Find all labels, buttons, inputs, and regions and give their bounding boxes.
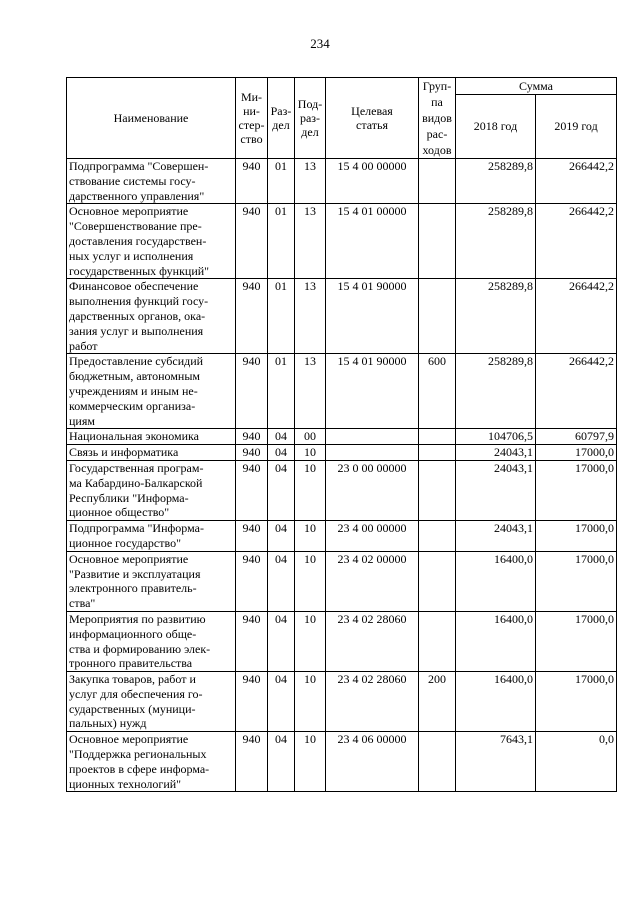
cell-ministry: 940 bbox=[236, 279, 268, 354]
cell-ministry: 940 bbox=[236, 672, 268, 732]
cell-ministry: 940 bbox=[236, 732, 268, 792]
cell-section: 01 bbox=[268, 204, 295, 279]
row-name-line: дарственного управления" bbox=[69, 188, 205, 203]
cell-subsection: 10 bbox=[295, 611, 326, 671]
row-name-line: циям bbox=[69, 413, 95, 428]
cell-subsection: 00 bbox=[295, 429, 326, 445]
row-name-line: работ bbox=[69, 338, 98, 353]
header-section-line: Раз- bbox=[270, 104, 292, 118]
cell-ministry: 940 bbox=[236, 159, 268, 204]
cell-group bbox=[419, 460, 456, 520]
row-name-line: ма Кабардино-Балкарской bbox=[69, 475, 203, 490]
cell-subsection: 13 bbox=[295, 159, 326, 204]
cell-2019: 17000,0 bbox=[536, 611, 617, 671]
row-name-line: ционное общество" bbox=[69, 505, 170, 520]
row-name-line: тронного правительства bbox=[69, 656, 193, 671]
row-name-line: Республики "Информа- bbox=[69, 490, 189, 505]
header-group-line: рас- bbox=[426, 127, 448, 141]
cell-subsection: 10 bbox=[295, 672, 326, 732]
cell-section: 04 bbox=[268, 445, 295, 461]
cell-ministry: 940 bbox=[236, 521, 268, 552]
cell-group bbox=[419, 279, 456, 354]
header-target bbox=[326, 78, 419, 159]
cell-section: 04 bbox=[268, 672, 295, 732]
header-subsection-line: дел bbox=[301, 125, 319, 139]
row-name bbox=[67, 672, 236, 732]
cell-2019: 17000,0 bbox=[536, 460, 617, 520]
row-name-line: дарственных органов, ока- bbox=[69, 308, 206, 323]
row-name-line: "Совершенствование пре- bbox=[69, 219, 202, 234]
row-name-line: Связь и информатика bbox=[69, 445, 179, 460]
header-target-line: Целевая bbox=[351, 104, 393, 118]
row-name-line: коммерческим организа- bbox=[69, 398, 196, 413]
cell-group: 200 bbox=[419, 672, 456, 732]
header-target-line: статья bbox=[356, 118, 388, 132]
header-section-line: дел bbox=[272, 118, 290, 132]
cell-section: 04 bbox=[268, 611, 295, 671]
cell-2019: 17000,0 bbox=[536, 445, 617, 461]
row-name-line: услуг для обеспечения го- bbox=[69, 686, 203, 701]
row-name-line: "Поддержка региональных bbox=[69, 747, 207, 762]
cell-target: 23 4 02 00000 bbox=[326, 551, 419, 611]
cell-2018: 16400,0 bbox=[456, 611, 536, 671]
row-name-line: ционных технологий" bbox=[69, 776, 182, 791]
cell-2019: 17000,0 bbox=[536, 672, 617, 732]
row-name bbox=[67, 159, 236, 204]
header-row bbox=[67, 78, 617, 95]
cell-ministry: 940 bbox=[236, 354, 268, 429]
row-name-line: выполнения функций госу- bbox=[69, 294, 209, 309]
row-name-line: государственных функций" bbox=[69, 263, 210, 278]
header-name: Наименование bbox=[67, 78, 236, 159]
row-name-line: Основное мероприятие bbox=[69, 551, 189, 566]
cell-group bbox=[419, 445, 456, 461]
header-ministry bbox=[236, 78, 268, 159]
cell-target: 15 4 01 00000 bbox=[326, 204, 419, 279]
row-name-line: учреждениям и иным не- bbox=[69, 383, 198, 398]
header-subsection bbox=[295, 78, 326, 159]
header-ministry-line: ни- bbox=[243, 104, 260, 118]
cell-2019: 266442,2 bbox=[536, 279, 617, 354]
cell-2019: 60797,9 bbox=[536, 429, 617, 445]
table-row bbox=[67, 445, 617, 461]
row-name-line: Закупка товаров, работ и bbox=[69, 672, 196, 687]
row-name-line: Национальная экономика bbox=[69, 429, 199, 444]
header-group-line: Груп- bbox=[422, 79, 452, 93]
cell-target: 15 4 01 90000 bbox=[326, 354, 419, 429]
cell-target bbox=[326, 429, 419, 445]
cell-2018: 24043,1 bbox=[456, 521, 536, 552]
cell-group bbox=[419, 611, 456, 671]
row-name bbox=[67, 204, 236, 279]
table-row bbox=[67, 732, 617, 792]
cell-subsection: 10 bbox=[295, 521, 326, 552]
cell-target: 23 4 06 00000 bbox=[326, 732, 419, 792]
row-name bbox=[67, 521, 236, 552]
table-row bbox=[67, 551, 617, 611]
row-name-line: проектов в сфере информа- bbox=[69, 761, 210, 776]
header-ministry-line: стер- bbox=[238, 118, 265, 132]
cell-group bbox=[419, 204, 456, 279]
cell-target: 15 4 00 00000 bbox=[326, 159, 419, 204]
row-name bbox=[67, 551, 236, 611]
cell-ministry: 940 bbox=[236, 611, 268, 671]
table-body bbox=[67, 159, 617, 792]
cell-ministry: 940 bbox=[236, 429, 268, 445]
cell-target: 23 4 02 28060 bbox=[326, 611, 419, 671]
cell-section: 01 bbox=[268, 354, 295, 429]
cell-subsection: 10 bbox=[295, 445, 326, 461]
cell-target: 15 4 01 90000 bbox=[326, 279, 419, 354]
budget-table bbox=[66, 77, 617, 792]
row-name-line: зания услуг и выполнения bbox=[69, 323, 204, 338]
row-name-line: ства и формированию элек- bbox=[69, 641, 211, 656]
cell-target: 23 4 00 00000 bbox=[326, 521, 419, 552]
cell-2018: 7643,1 bbox=[456, 732, 536, 792]
header-ministry-line: Ми- bbox=[240, 90, 263, 104]
cell-2018: 258289,8 bbox=[456, 159, 536, 204]
cell-subsection: 13 bbox=[295, 354, 326, 429]
header-group-line: видов bbox=[422, 111, 452, 125]
header-2018: 2018 год bbox=[456, 95, 536, 159]
cell-group: 600 bbox=[419, 354, 456, 429]
cell-target bbox=[326, 445, 419, 461]
table-row bbox=[67, 279, 617, 354]
cell-ministry: 940 bbox=[236, 445, 268, 461]
cell-section: 04 bbox=[268, 460, 295, 520]
header-ministry-line: ство bbox=[240, 132, 263, 146]
cell-2018: 104706,5 bbox=[456, 429, 536, 445]
cell-subsection: 10 bbox=[295, 460, 326, 520]
row-name-line: электронного правитель- bbox=[69, 581, 197, 596]
cell-section: 01 bbox=[268, 279, 295, 354]
cell-group bbox=[419, 159, 456, 204]
cell-2018: 258289,8 bbox=[456, 279, 536, 354]
row-name-line: ционное государство" bbox=[69, 535, 181, 550]
cell-2018: 258289,8 bbox=[456, 204, 536, 279]
table-row bbox=[67, 672, 617, 732]
cell-2019: 266442,2 bbox=[536, 354, 617, 429]
cell-2018: 258289,8 bbox=[456, 354, 536, 429]
row-name-line: Основное мероприятие bbox=[69, 732, 189, 747]
row-name bbox=[67, 611, 236, 671]
row-name bbox=[67, 279, 236, 354]
header-sum: Сумма bbox=[456, 78, 617, 95]
row-name-line: информационного обще- bbox=[69, 626, 197, 641]
cell-section: 01 bbox=[268, 159, 295, 204]
cell-2019: 266442,2 bbox=[536, 204, 617, 279]
table-row bbox=[67, 429, 617, 445]
cell-2019: 0,0 bbox=[536, 732, 617, 792]
header-group bbox=[419, 78, 456, 159]
cell-subsection: 13 bbox=[295, 204, 326, 279]
row-name-line: ных услуг и исполнения bbox=[69, 248, 194, 263]
cell-group bbox=[419, 732, 456, 792]
table-row bbox=[67, 460, 617, 520]
cell-2018: 16400,0 bbox=[456, 672, 536, 732]
header-group-line: па bbox=[431, 95, 443, 109]
row-name-line: ствование системы госу- bbox=[69, 173, 196, 188]
row-name-line: Основное мероприятие bbox=[69, 204, 189, 219]
cell-ministry: 940 bbox=[236, 204, 268, 279]
table-row bbox=[67, 159, 617, 204]
table-row bbox=[67, 354, 617, 429]
row-name bbox=[67, 429, 236, 445]
cell-2018: 24043,1 bbox=[456, 445, 536, 461]
row-name-line: Подпрограмма "Совершен- bbox=[69, 159, 209, 173]
cell-subsection: 10 bbox=[295, 551, 326, 611]
row-name bbox=[67, 460, 236, 520]
row-name-line: бюджетным, автономным bbox=[69, 369, 200, 384]
row-name-line: Государственная програм- bbox=[69, 460, 204, 475]
row-name-line: Подпрограмма "Информа- bbox=[69, 521, 204, 536]
cell-section: 04 bbox=[268, 732, 295, 792]
row-name-line: Мероприятия по развитию bbox=[69, 611, 206, 626]
row-name-line: Финансовое обеспечение bbox=[69, 279, 199, 294]
cell-group bbox=[419, 521, 456, 552]
row-name-line: пальных) нужд bbox=[69, 716, 147, 731]
table-row bbox=[67, 204, 617, 279]
cell-subsection: 13 bbox=[295, 279, 326, 354]
cell-group bbox=[419, 551, 456, 611]
cell-target: 23 4 02 28060 bbox=[326, 672, 419, 732]
row-name-line: доставления государствен- bbox=[69, 233, 207, 248]
table-row bbox=[67, 611, 617, 671]
cell-target: 23 0 00 00000 bbox=[326, 460, 419, 520]
header-subsection-line: раз- bbox=[299, 111, 321, 125]
row-name-line: сударственных (муници- bbox=[69, 701, 196, 716]
row-name bbox=[67, 354, 236, 429]
cell-2018: 16400,0 bbox=[456, 551, 536, 611]
row-name bbox=[67, 732, 236, 792]
row-name-line: Предоставление субсидий bbox=[69, 354, 204, 369]
header-2019: 2019 год bbox=[536, 95, 617, 159]
row-name-line: ства" bbox=[69, 596, 96, 611]
cell-subsection: 10 bbox=[295, 732, 326, 792]
header-subsection-line: Под- bbox=[297, 97, 323, 111]
header-group-line: ходов bbox=[422, 143, 452, 157]
cell-section: 04 bbox=[268, 551, 295, 611]
page-number: 234 bbox=[310, 36, 330, 51]
row-name-line: "Развитие и эксплуатация bbox=[69, 566, 201, 581]
cell-2019: 17000,0 bbox=[536, 551, 617, 611]
cell-2018: 24043,1 bbox=[456, 460, 536, 520]
row-name bbox=[67, 445, 236, 461]
table-row bbox=[67, 521, 617, 552]
cell-ministry: 940 bbox=[236, 460, 268, 520]
cell-ministry: 940 bbox=[236, 551, 268, 611]
header-section bbox=[268, 78, 295, 159]
cell-section: 04 bbox=[268, 521, 295, 552]
cell-2019: 266442,2 bbox=[536, 159, 617, 204]
cell-2019: 17000,0 bbox=[536, 521, 617, 552]
cell-section: 04 bbox=[268, 429, 295, 445]
cell-group bbox=[419, 429, 456, 445]
